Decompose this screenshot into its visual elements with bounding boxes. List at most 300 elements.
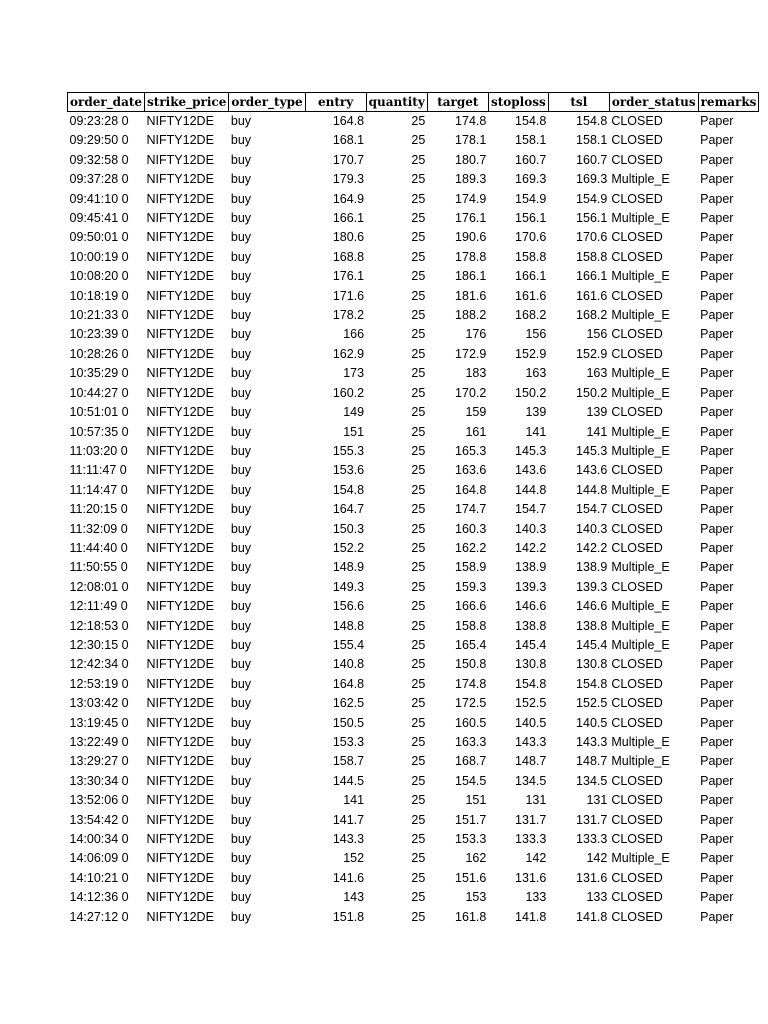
cell-entry: 162.5 [332,696,365,711]
cell-stoploss: 161.6 [515,288,547,303]
cell-order-date: 13:30:34 0 [69,773,129,788]
table-row [68,597,759,616]
cell-quantity: 25 [411,249,426,264]
cell-quantity: 25 [411,443,426,458]
cell-order-status: CLOSED [611,773,663,788]
cell-tsl: 146.6 [576,599,608,614]
cell-tsl: 156 [586,327,608,342]
cell-stoploss: 139 [525,405,547,420]
cell-order-status: CLOSED [611,133,663,148]
cell-tsl: 154.7 [576,502,608,517]
cell-target: 174.7 [455,502,487,517]
cell-order-type: buy [230,385,252,400]
cell-strike-price: NIFTY12DE [146,715,214,730]
cell-stoploss: 142 [525,851,547,866]
cell-entry: 166.1 [332,211,365,226]
cell-stoploss: 156.1 [515,211,547,226]
cell-quantity: 25 [411,851,426,866]
table-row [68,403,759,422]
cell-tsl: 133.3 [576,832,608,847]
cell-tsl: 130.8 [576,657,608,672]
cell-target: 165.4 [455,637,487,652]
cell-tsl: 131.7 [576,812,608,827]
cell-strike-price: NIFTY12DE [146,735,214,749]
cell-order-type: buy [230,890,252,905]
table-row [68,442,759,461]
cell-remarks: Paper [700,870,734,885]
cell-order-type: buy [230,288,252,303]
cell-order-type: buy [230,773,252,788]
cell-order-date: 12:18:53 0 [69,618,129,633]
cell-order-status: CLOSED [611,191,663,206]
cell-order-status: CLOSED [611,346,663,361]
cell-target: 178.1 [455,133,487,148]
cell-entry: 156.6 [332,599,365,614]
cell-strike-price: NIFTY12DE [146,114,214,128]
cell-order-type: buy [230,657,252,672]
cell-remarks: Paper [700,657,734,672]
cell-stoploss: 138.8 [515,618,547,633]
cell-remarks: Paper [700,754,734,769]
cell-quantity: 25 [411,696,426,711]
cell-order-type: buy [230,346,252,361]
cell-quantity: 25 [411,599,426,614]
cell-remarks: Paper [700,851,734,866]
cell-remarks: Paper [700,832,734,847]
cell-quantity: 25 [411,812,426,827]
cell-order-type: buy [230,230,252,245]
cell-stoploss: 130.8 [515,657,547,672]
cell-order-date: 13:22:49 0 [69,735,129,749]
cell-stoploss: 133.3 [515,832,547,847]
cell-target: 166.6 [455,599,487,614]
cell-order-status: CLOSED [611,463,663,478]
cell-order-type: buy [230,870,252,885]
cell-quantity: 25 [411,909,426,924]
cell-order-date: 09:41:10 0 [69,191,129,206]
cell-entry: 170.7 [332,152,365,167]
cell-target: 163.6 [455,463,487,478]
cell-strike-price: NIFTY12DE [146,890,214,905]
table-row [68,558,759,577]
table-row [68,772,759,791]
cell-strike-price: NIFTY12DE [146,521,214,536]
cell-strike-price: NIFTY12DE [146,443,214,458]
cell-strike-price: NIFTY12DE [146,599,214,614]
cell-strike-price: NIFTY12DE [146,405,214,420]
cell-entry: 150.5 [332,715,365,730]
cell-target: 174.8 [455,676,487,691]
cell-remarks: Paper [700,482,734,497]
cell-strike-price: NIFTY12DE [146,288,214,303]
cell-remarks: Paper [700,773,734,788]
cell-strike-price: NIFTY12DE [146,676,214,691]
cell-quantity: 25 [411,230,426,245]
cell-strike-price: NIFTY12DE [146,870,214,885]
cell-stoploss: 152.9 [515,346,547,361]
cell-order-date: 09:37:28 0 [69,172,129,187]
cell-tsl: 145.3 [576,443,608,458]
cell-remarks: Paper [700,191,734,206]
cell-remarks: Paper [700,599,734,614]
cell-strike-price: NIFTY12DE [146,579,214,594]
cell-remarks: Paper [700,346,734,361]
cell-tsl: 150.2 [576,385,608,400]
cell-remarks: Paper [700,308,734,323]
header-entry: entry [305,93,366,112]
cell-order-date: 09:50:01 0 [69,230,129,245]
cell-stoploss: 169.3 [515,172,547,187]
cell-quantity: 25 [411,424,426,439]
cell-stoploss: 142.2 [515,540,547,555]
cell-entry: 150.3 [332,521,365,536]
cell-order-date: 11:32:09 0 [69,521,128,536]
cell-stoploss: 140.5 [515,715,547,730]
table-row [68,267,759,286]
cell-quantity: 25 [411,327,426,342]
header-order-type: order_type [229,93,305,112]
cell-target: 176.1 [455,211,487,226]
cell-stoploss: 131 [525,793,547,808]
cell-remarks: Paper [700,133,734,148]
cell-order-date: 10:21:33 0 [69,308,129,323]
cell-entry: 166 [343,327,365,342]
cell-entry: 141.6 [332,870,365,885]
cell-quantity: 25 [411,754,426,769]
cell-stoploss: 134.5 [515,773,547,788]
cell-order-type: buy [230,540,252,555]
cell-order-type: buy [230,637,252,652]
cell-order-type: buy [230,676,252,691]
cell-tsl: 154.8 [576,676,608,691]
cell-order-status: CLOSED [611,890,663,905]
cell-target: 158.8 [455,618,487,633]
cell-order-date: 10:08:20 0 [69,269,129,284]
cell-order-status: CLOSED [611,152,663,167]
cell-remarks: Paper [700,696,734,711]
cell-entry: 179.3 [332,172,365,187]
cell-strike-price: NIFTY12DE [146,327,214,342]
cell-remarks: Paper [700,540,734,555]
cell-target: 172.9 [455,346,487,361]
cell-order-status: Multiple_E [611,308,670,323]
cell-order-status: CLOSED [611,114,663,128]
table-row [68,791,759,810]
cell-target: 190.6 [455,230,487,245]
cell-tsl: 139 [586,405,608,420]
cell-strike-price: NIFTY12DE [146,832,214,847]
cell-order-status: CLOSED [611,832,663,847]
cell-strike-price: NIFTY12DE [146,366,214,381]
cell-entry: 151.8 [332,909,365,924]
cell-strike-price: NIFTY12DE [146,851,214,866]
table-row [68,384,759,403]
table-row [68,811,759,830]
cell-target: 159 [465,405,487,420]
cell-quantity: 25 [411,288,426,303]
cell-remarks: Paper [700,463,734,478]
cell-order-type: buy [230,560,252,575]
cell-target: 165.3 [455,443,487,458]
cell-target: 160.3 [455,521,487,536]
cell-stoploss: 133 [525,890,547,905]
cell-order-status: Multiple_E [611,443,670,458]
cell-target: 160.5 [455,715,487,730]
cell-entry: 160.2 [332,385,365,400]
cell-entry: 171.6 [332,288,365,303]
cell-quantity: 25 [411,211,426,226]
cell-tsl: 143.6 [576,463,608,478]
cell-quantity: 25 [411,890,426,905]
table-row [68,888,759,907]
cell-quantity: 25 [411,832,426,847]
cell-tsl: 141 [586,424,608,439]
header-row [68,93,759,112]
cell-target: 170.2 [455,385,487,400]
cell-tsl: 158.1 [576,133,608,148]
cell-quantity: 25 [411,870,426,885]
cell-order-status: Multiple_E [611,599,670,614]
cell-strike-price: NIFTY12DE [146,308,214,323]
table-row [68,345,759,364]
header-remarks: remarks [698,93,759,112]
cell-quantity: 25 [411,308,426,323]
cell-strike-price: NIFTY12DE [146,424,214,439]
cell-target: 162 [465,851,487,866]
cell-remarks: Paper [700,114,734,128]
cell-order-status: Multiple_E [611,754,670,769]
cell-stoploss: 143.6 [515,463,547,478]
cell-entry: 162.9 [332,346,365,361]
cell-entry: 164.7 [332,502,365,517]
cell-strike-price: NIFTY12DE [146,211,214,226]
cell-entry: 149.3 [332,579,365,594]
table-row [68,869,759,888]
cell-entry: 152 [343,851,365,866]
cell-order-date: 09:23:28 0 [69,114,129,128]
cell-strike-price: NIFTY12DE [146,133,214,148]
cell-order-type: buy [230,366,252,381]
cell-order-type: buy [230,172,252,187]
cell-target: 176 [465,327,487,342]
cell-target: 161.8 [455,909,487,924]
cell-remarks: Paper [700,676,734,691]
cell-order-date: 14:00:34 0 [69,832,129,847]
cell-order-type: buy [230,502,252,517]
cell-strike-price: NIFTY12DE [146,812,214,827]
cell-stoploss: 154.8 [515,114,547,128]
cell-order-date: 10:35:29 0 [69,366,129,381]
cell-entry: 173 [343,366,365,381]
cell-stoploss: 154.9 [515,191,547,206]
cell-entry: 176.1 [332,269,365,284]
cell-order-type: buy [230,832,252,847]
cell-stoploss: 143.3 [515,735,547,749]
cell-target: 180.7 [455,152,487,167]
cell-strike-price: NIFTY12DE [146,385,214,400]
cell-remarks: Paper [700,366,734,381]
table-row [68,578,759,597]
cell-remarks: Paper [700,502,734,517]
table-row [68,306,759,325]
cell-order-status: Multiple_E [611,424,670,439]
cell-order-type: buy [230,521,252,536]
cell-target: 178.8 [455,249,487,264]
cell-stoploss: 156 [525,327,547,342]
cell-order-status: CLOSED [611,793,663,808]
cell-entry: 143 [343,890,365,905]
cell-order-type: buy [230,133,252,148]
cell-stoploss: 145.3 [515,443,547,458]
table-row [68,461,759,480]
cell-stoploss: 139.3 [515,579,547,594]
cell-strike-price: NIFTY12DE [146,560,214,575]
cell-tsl: 148.7 [576,754,608,769]
cell-tsl: 152.5 [576,696,608,711]
cell-quantity: 25 [411,405,426,420]
cell-entry: 144.5 [332,773,365,788]
cell-order-type: buy [230,696,252,711]
cell-tsl: 158.8 [576,249,608,264]
cell-remarks: Paper [700,560,734,575]
cell-target: 154.5 [455,773,487,788]
cell-quantity: 25 [411,793,426,808]
cell-target: 174.9 [455,191,487,206]
cell-remarks: Paper [700,230,734,245]
cell-tsl: 131 [586,793,608,808]
cell-quantity: 25 [411,385,426,400]
cell-tsl: 142 [586,851,608,866]
cell-order-status: Multiple_E [611,637,670,652]
cell-remarks: Paper [700,735,734,749]
cell-target: 164.8 [455,482,487,497]
cell-remarks: Paper [700,211,734,226]
cell-tsl: 141.8 [576,909,608,924]
cell-remarks: Paper [700,152,734,167]
cell-entry: 151 [343,424,365,439]
cell-order-date: 10:57:35 0 [69,424,129,439]
cell-tsl: 163 [586,366,608,381]
cell-target: 172.5 [455,696,487,711]
cell-quantity: 25 [411,735,426,749]
cell-target: 183 [465,366,487,381]
cell-order-status: Multiple_E [611,735,670,749]
cell-tsl: 140.5 [576,715,608,730]
cell-order-date: 10:23:39 0 [69,327,129,342]
table-row [68,908,759,927]
cell-target: 188.2 [455,308,487,323]
cell-tsl: 160.7 [576,152,608,167]
cell-stoploss: 131.6 [515,870,547,885]
cell-order-date: 09:32:58 0 [69,152,129,167]
cell-target: 162.2 [455,540,487,555]
cell-quantity: 25 [411,676,426,691]
cell-tsl: 161.6 [576,288,608,303]
cell-order-status: CLOSED [611,870,663,885]
cell-quantity: 25 [411,346,426,361]
cell-entry: 141 [343,793,365,808]
cell-stoploss: 154.7 [515,502,547,517]
cell-entry: 152.2 [332,540,365,555]
cell-order-type: buy [230,482,252,497]
cell-order-date: 09:29:50 0 [69,133,129,148]
cell-tsl: 131.6 [576,870,608,885]
cell-remarks: Paper [700,327,734,342]
cell-entry: 141.7 [332,812,365,827]
header-target: target [427,93,488,112]
cell-stoploss: 166.1 [515,269,547,284]
cell-order-type: buy [230,793,252,808]
cell-order-status: CLOSED [611,540,663,555]
cell-target: 151.6 [455,870,487,885]
cell-order-status: Multiple_E [611,482,670,497]
cell-strike-price: NIFTY12DE [146,618,214,633]
cell-order-date: 11:03:20 0 [69,443,128,458]
cell-entry: 164.8 [332,114,365,128]
cell-order-type: buy [230,735,252,749]
cell-order-status: CLOSED [611,288,663,303]
cell-quantity: 25 [411,618,426,633]
cell-target: 161 [465,424,487,439]
cell-strike-price: NIFTY12DE [146,249,214,264]
cell-remarks: Paper [700,249,734,264]
cell-remarks: Paper [700,637,734,652]
cell-quantity: 25 [411,579,426,594]
cell-order-type: buy [230,599,252,614]
cell-entry: 180.6 [332,230,365,245]
table-row [68,617,759,636]
cell-target: 158.9 [455,560,487,575]
table-row [68,500,759,519]
cell-strike-price: NIFTY12DE [146,696,214,711]
cell-order-type: buy [230,211,252,226]
cell-order-status: CLOSED [611,812,663,827]
cell-order-type: buy [230,152,252,167]
cell-strike-price: NIFTY12DE [146,230,214,245]
cell-quantity: 25 [411,560,426,575]
cell-tsl: 169.3 [576,172,608,187]
cell-entry: 153.6 [332,463,365,478]
cell-target: 174.8 [455,114,487,128]
cell-quantity: 25 [411,521,426,536]
cell-remarks: Paper [700,579,734,594]
cell-target: 163.3 [455,735,487,749]
cell-target: 153.3 [455,832,487,847]
cell-order-date: 14:10:21 0 [69,870,129,885]
table-row [68,364,759,383]
cell-entry: 155.4 [332,637,365,652]
table-row [68,287,759,306]
cell-order-date: 12:30:15 0 [69,637,129,652]
cell-order-status: Multiple_E [611,366,670,381]
cell-stoploss: 148.7 [515,754,547,769]
cell-entry: 148.9 [332,560,365,575]
cell-order-status: Multiple_E [611,618,670,633]
table-row [68,752,759,771]
cell-order-type: buy [230,443,252,458]
cell-remarks: Paper [700,715,734,730]
cell-entry: 168.1 [332,133,365,148]
cell-order-type: buy [230,463,252,478]
cell-strike-price: NIFTY12DE [146,637,214,652]
table-row [68,112,759,132]
cell-order-date: 13:52:06 0 [69,793,129,808]
cell-strike-price: NIFTY12DE [146,269,214,284]
cell-remarks: Paper [700,793,734,808]
cell-strike-price: NIFTY12DE [146,191,214,206]
orders-sheet [67,92,759,927]
cell-remarks: Paper [700,443,734,458]
